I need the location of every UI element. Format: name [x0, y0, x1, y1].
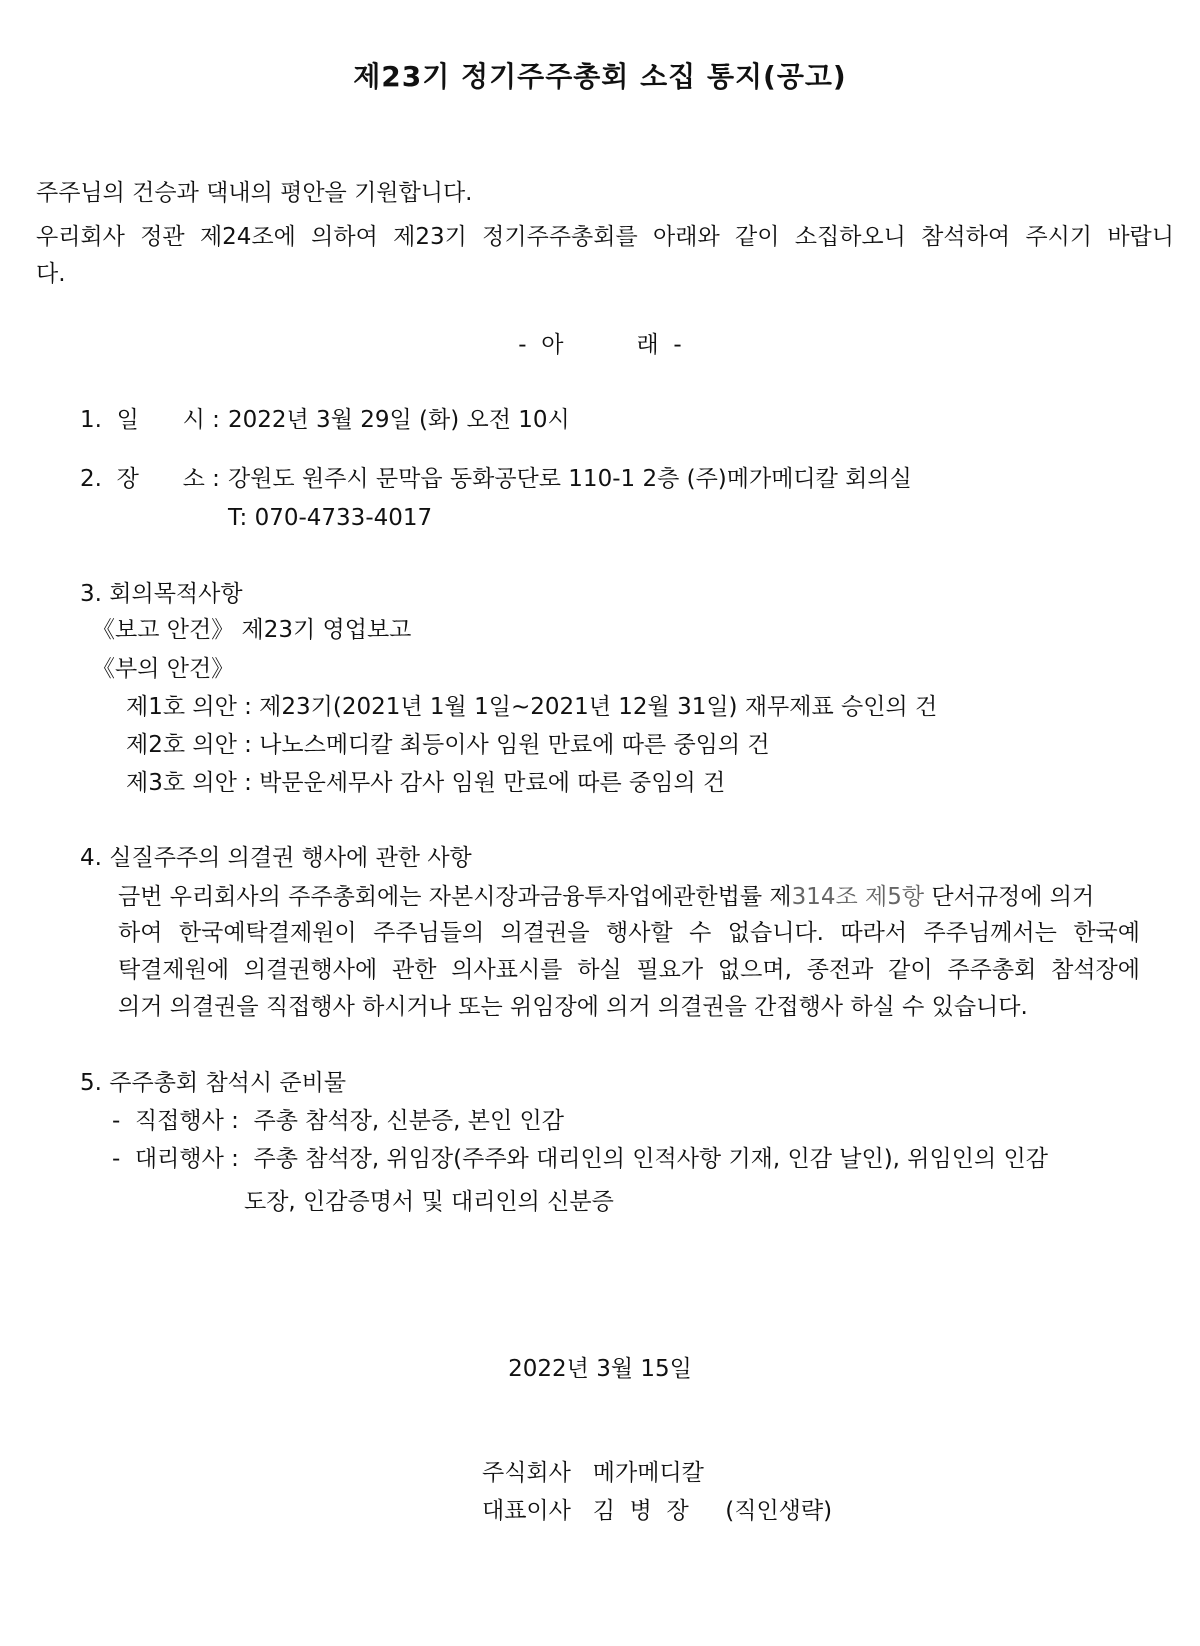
agenda-item-2: 제2호 의안 : 나노스메디칼 최등이사 임원 만료에 따른 중임의 건: [126, 732, 770, 758]
voting-text-line-1c: 단서규정에 의거: [924, 884, 1095, 910]
item-datetime-value: 2022년 3월 29일 (화) 오전 10시: [228, 407, 570, 433]
voting-text-line-3: 탁결제원에 의결권행사에 관한 의사표시를 하실 필요가 없으며, 종전과 같이 주주총회 참석장에: [118, 957, 1140, 983]
materials-direct: - 직접행사 : 주총 참석장, 신분증, 본인 인감: [112, 1108, 564, 1134]
agenda-item-1: 제1호 의안 : 제23기(2021년 1월 1일~2021년 12월 31일) 재무제표 승인의 건: [126, 694, 938, 720]
convocation-line: 우리회사 정관 제24조에 의하여 제23기 정기주주총회를 아래와 같이 소집하오니 참석하여 주시기 바랍니: [36, 224, 1174, 250]
convocation-line-end: 다.: [36, 261, 66, 287]
agenda-item-3: 제3호 의안 : 박문운세무사 감사 임원 만료에 따른 중임의 건: [126, 770, 726, 796]
law-article-reference: 314조 제5항: [791, 884, 925, 910]
item-place-value: 강원도 원주시 문막읍 동화공단로 110-1 2층 (주)메가메디칼 회의실: [228, 466, 912, 492]
voting-text-line-1: [118, 884, 1094, 912]
voting-text-line-2: 하여 한국예탁결제원이 주주님들의 의결권을 행사할 수 없습니다. 따라서 주주님께서는 한국예: [118, 920, 1140, 946]
voting-text-line-4: 의거 의결권을 직접행사 하시거나 또는 위임장에 의거 의결권을 간접행사 하실 수 있습니다.: [118, 994, 1028, 1020]
item-agenda-heading: 3. 회의목적사항: [80, 581, 243, 607]
below-heading: - 아 래 -: [518, 332, 682, 358]
item-datetime-label: 1. 일 시 :: [80, 407, 220, 433]
report-agenda: 《보고 안건》 제23기 영업보고: [92, 617, 412, 643]
item-materials-heading: 5. 주주총회 참석시 준비물: [80, 1070, 347, 1096]
document-title: 제23기 정기주주총회 소집 통지(공고): [353, 60, 847, 93]
resolution-heading: 《부의 안건》: [92, 656, 235, 682]
item-place-phone: T: 070-4733-4017: [228, 505, 433, 531]
materials-proxy-continued: 도장, 인감증명서 및 대리인의 신분증: [244, 1189, 614, 1215]
item-place-label: 2. 장 소 :: [80, 466, 220, 492]
voting-text-line-1a: 금번 우리회사의 주주총회에는 자본시장과금융투자업에관한법률 제: [118, 884, 792, 910]
ceo-signature: 대표이사 김 병 장 (직인생략): [482, 1498, 833, 1524]
notice-date: 2022년 3월 15일: [508, 1356, 692, 1382]
item-voting-heading: 4. 실질주주의 의결권 행사에 관한 사항: [80, 845, 472, 871]
materials-proxy: - 대리행사 : 주총 참석장, 위임장(주주와 대리인의 인적사항 기재, 인감 날인), 위임인의 인감: [112, 1146, 1048, 1172]
company-name: 주식회사 메가메디칼: [482, 1460, 704, 1486]
greeting-line: 주주님의 건승과 댁내의 평안을 기원합니다.: [36, 180, 473, 206]
